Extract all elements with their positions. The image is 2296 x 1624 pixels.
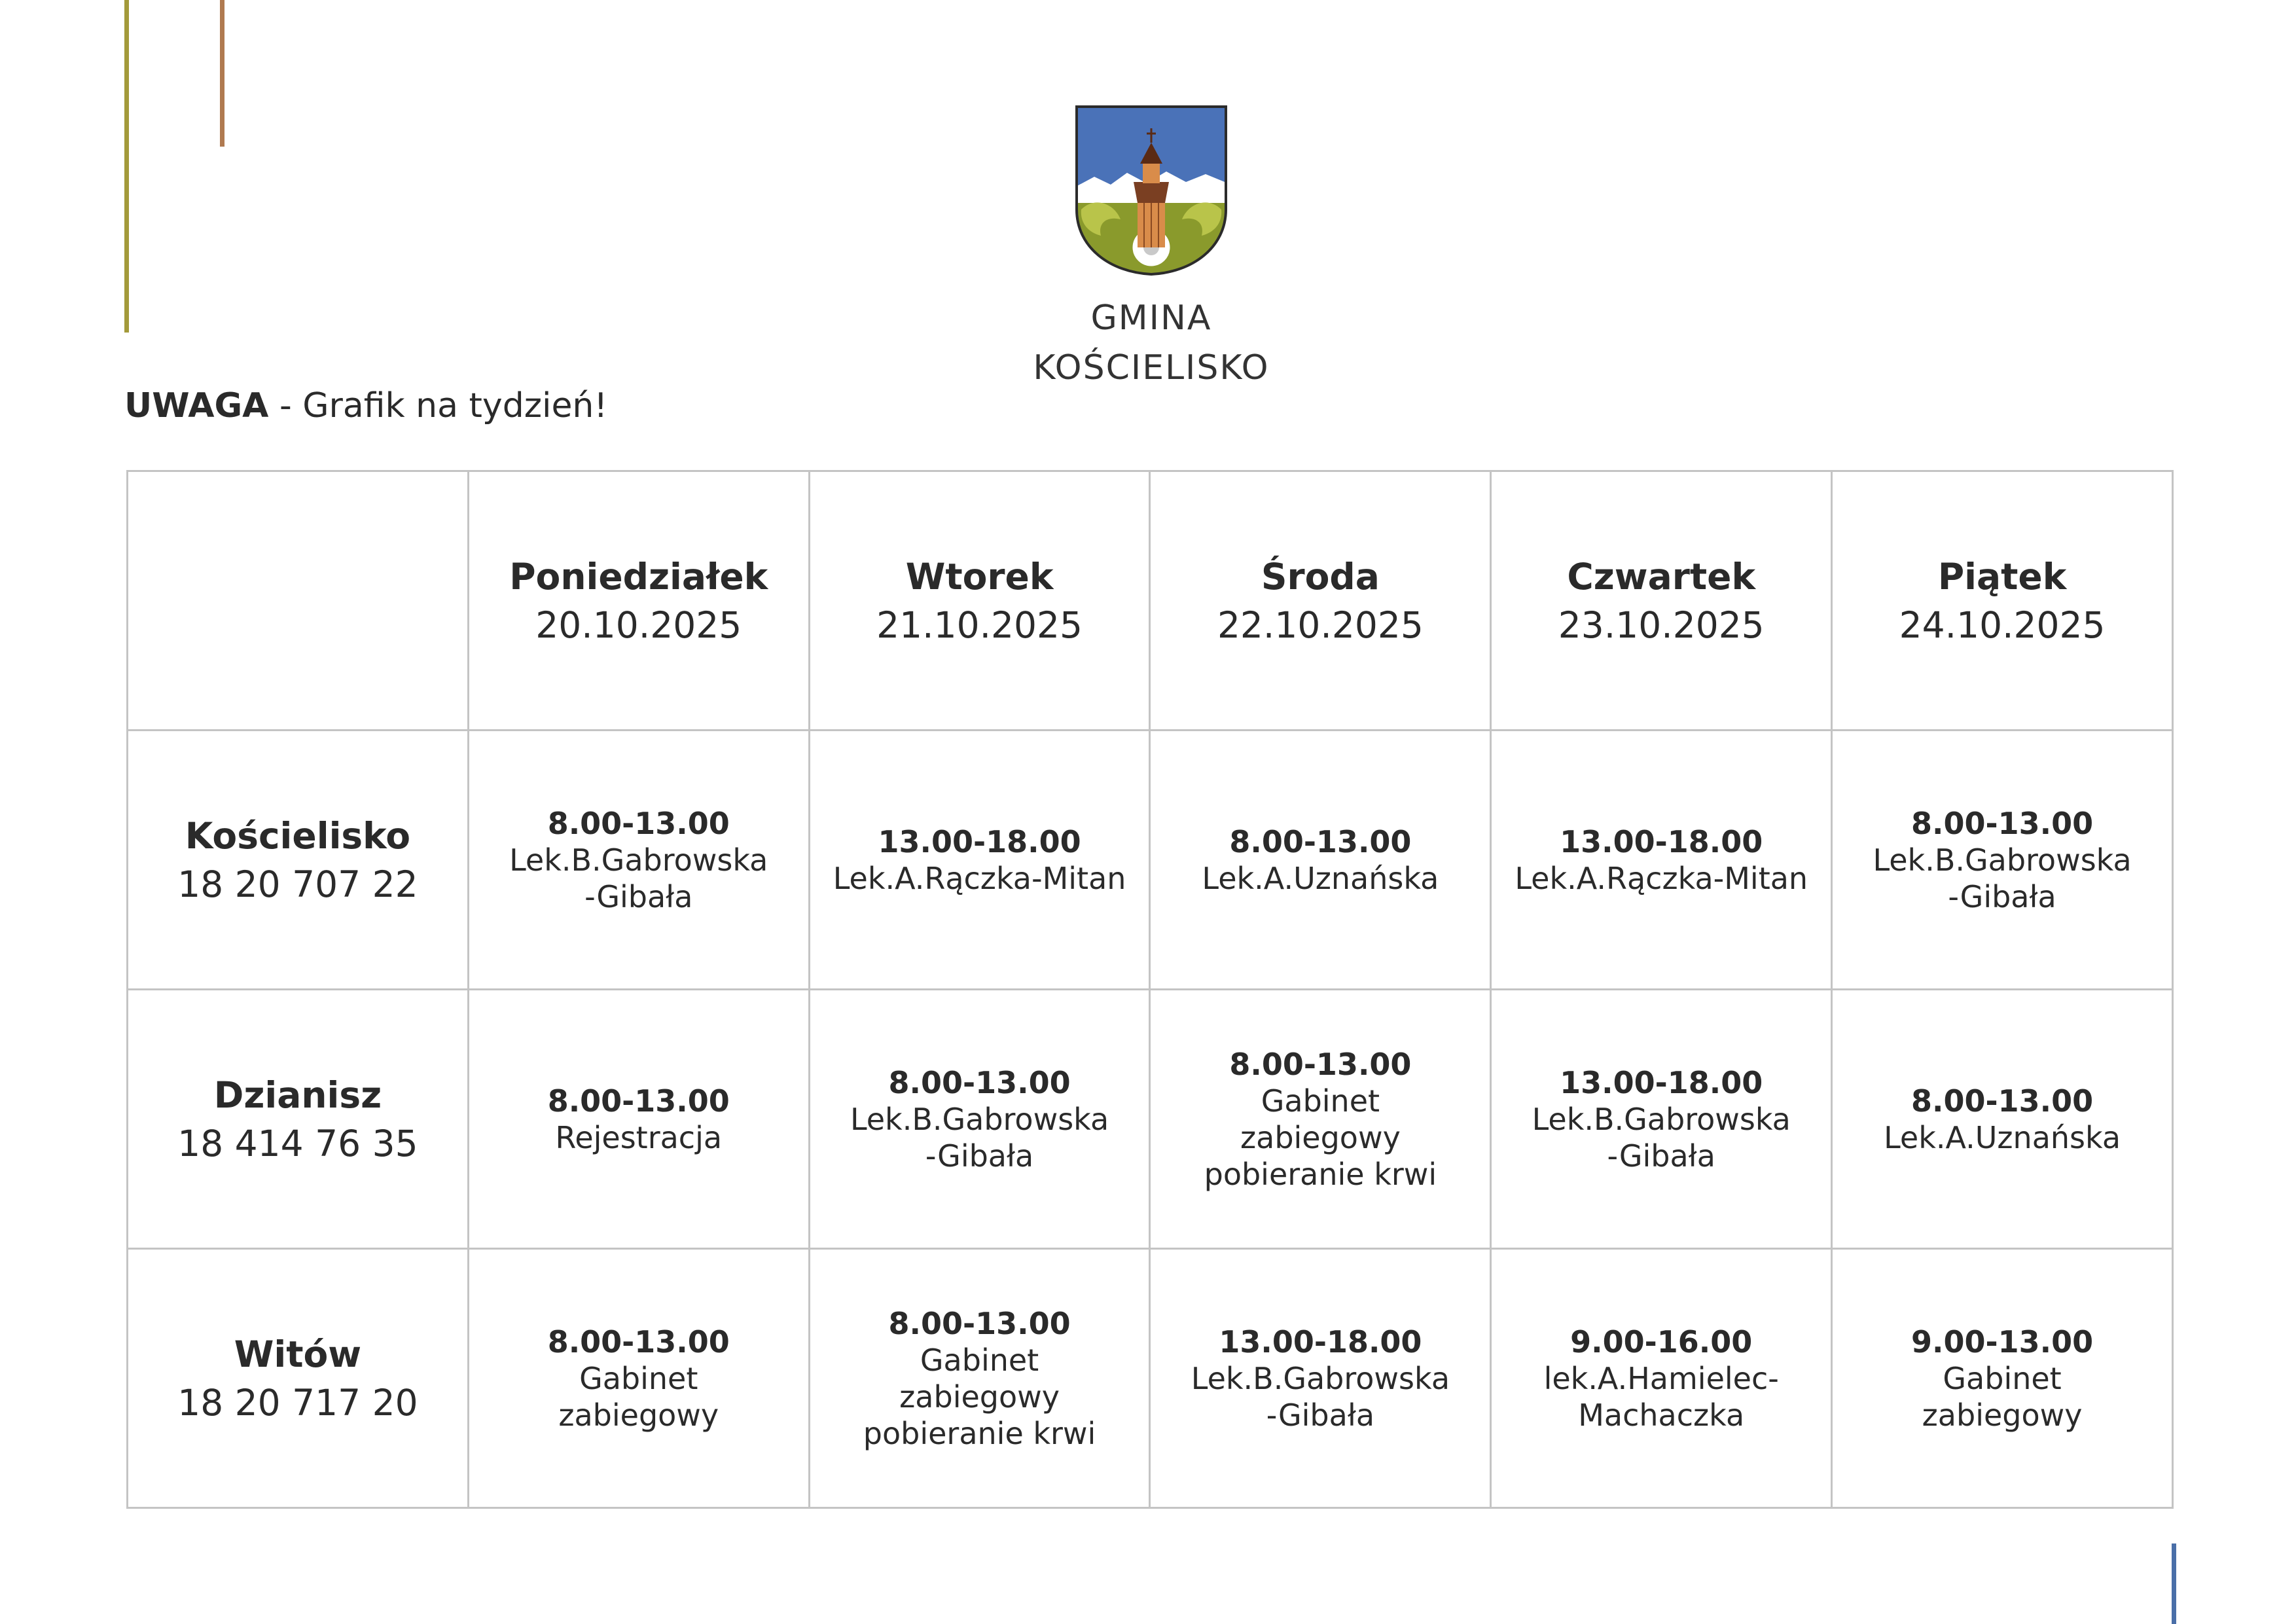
cell-line: -Gibała [925,1138,1034,1174]
day-date: 23.10.2025 [1558,604,1765,646]
day-name: Czwartek [1567,555,1756,598]
schedule-cell [1832,1249,2173,1508]
day-header-cell [1491,471,1832,731]
schedule-cell [1150,731,1491,990]
location-phone: 18 20 707 22 [177,863,418,905]
cell-line: Gabinet [920,1342,1039,1378]
cell-time: 9.00-13.00 [1911,1324,2094,1360]
cell-line: Gabinet [1943,1360,2062,1396]
cell-line: Lek.B.Gabrowska [850,1101,1109,1137]
cell-line: zabiegowy [899,1379,1060,1415]
location-cell [128,731,469,990]
table-row [128,1249,2173,1508]
table-row [128,990,2173,1249]
day-date: 24.10.2025 [1899,604,2106,646]
cell-line: Lek.A.Rączka-Mitan [833,860,1126,896]
cell-line: zabiegowy [1922,1397,2083,1433]
schedule-cell [1150,990,1491,1249]
cell-line: Lek.A.Rączka-Mitan [1515,860,1808,896]
day-name: Środa [1261,555,1380,598]
location-phone: 18 414 76 35 [177,1122,418,1164]
cell-line: zabiegowy [1240,1119,1401,1155]
day-header-cell [1832,471,2173,731]
coat-of-arms-icon [1075,105,1228,276]
notice-text: - Grafik na tydzień! [268,386,608,425]
cell-line: Gabinet [1261,1083,1380,1119]
day-header-cell [1150,471,1491,731]
schedule-cell [468,990,809,1249]
location-cell [128,990,469,1249]
cell-line: zabiegowy [558,1397,719,1433]
decorative-line-blue [2172,1543,2176,1624]
table-row [128,731,2173,990]
cell-time: 13.00-18.00 [878,823,1081,859]
schedule-cell [468,731,809,990]
cell-time: 8.00-13.00 [1911,1083,2094,1119]
cell-time: 8.00-13.00 [1911,805,2094,841]
day-name: Wtorek [905,555,1054,598]
organization-name-line-2: KOŚCIELISKO [1033,348,1270,388]
cell-line: Gabinet [579,1360,698,1396]
schedule-cell [1832,990,2173,1249]
cell-line: -Gibała [1607,1138,1715,1174]
schedule-cell [468,1249,809,1508]
day-date: 22.10.2025 [1217,604,1424,646]
cell-time: 8.00-13.00 [1229,1046,1412,1082]
cell-time: 13.00-18.00 [1560,823,1763,859]
decorative-line-olive [124,0,129,333]
cell-line: -Gibała [1948,878,2056,914]
schedule-cell [1150,1249,1491,1508]
schedule-cell [809,731,1150,990]
schedule-cell [1491,1249,1832,1508]
location-name: Dzianisz [213,1074,382,1116]
cell-line: Lek.B.Gabrowska [509,842,768,878]
schedule-cell [1832,731,2173,990]
cell-line: Lek.B.Gabrowska [1532,1101,1791,1137]
cell-time: 8.00-13.00 [547,1083,730,1119]
cell-line: -Gibała [1266,1397,1375,1433]
organization-name [952,293,1351,393]
cell-line: Lek.A.Uznańska [1202,860,1439,896]
cell-time: 13.00-18.00 [1219,1324,1422,1360]
day-name: Poniedziałek [509,555,768,598]
cell-line: Lek.B.Gabrowska [1873,842,2132,878]
schedule-cell [1491,990,1832,1249]
location-cell [128,1249,469,1508]
cell-time: 8.00-13.00 [547,1324,730,1360]
table-header-row [128,471,2173,731]
cell-line: Machaczka [1578,1397,1745,1433]
decorative-line-brown [220,0,224,147]
day-header-cell [809,471,1150,731]
cell-line: -Gibała [584,878,693,914]
cell-line: Lek.A.Uznańska [1884,1119,2121,1155]
cell-line: pobieranie krwi [1204,1156,1437,1192]
notice-bold-label: UWAGA [124,386,269,425]
location-name: Kościelisko [185,814,411,857]
schedule-cell [809,990,1150,1249]
cell-time: 8.00-13.00 [547,805,730,841]
day-date: 20.10.2025 [535,604,742,646]
notice-heading [124,378,607,433]
day-header-cell [468,471,809,731]
schedule-cell [1491,731,1832,990]
day-name: Piątek [1937,555,2067,598]
schedule-cell [809,1249,1150,1508]
location-phone: 18 20 717 20 [177,1381,418,1424]
cell-line: pobieranie krwi [863,1415,1096,1451]
cell-line: Rejestracja [555,1119,723,1155]
cell-line: lek.A.Hamielec- [1543,1360,1779,1396]
cell-time: 9.00-16.00 [1570,1324,1753,1360]
cell-time: 8.00-13.00 [888,1064,1071,1100]
weekly-schedule-table [126,470,2174,1509]
cell-time: 13.00-18.00 [1560,1064,1763,1100]
cell-line: Lek.B.Gabrowska [1191,1360,1450,1396]
location-name: Witów [234,1333,362,1375]
day-date: 21.10.2025 [876,604,1083,646]
corner-cell [128,471,469,731]
cell-time: 8.00-13.00 [888,1305,1071,1341]
cell-time: 8.00-13.00 [1229,823,1412,859]
organization-name-line-1: GMINA [1090,298,1212,338]
